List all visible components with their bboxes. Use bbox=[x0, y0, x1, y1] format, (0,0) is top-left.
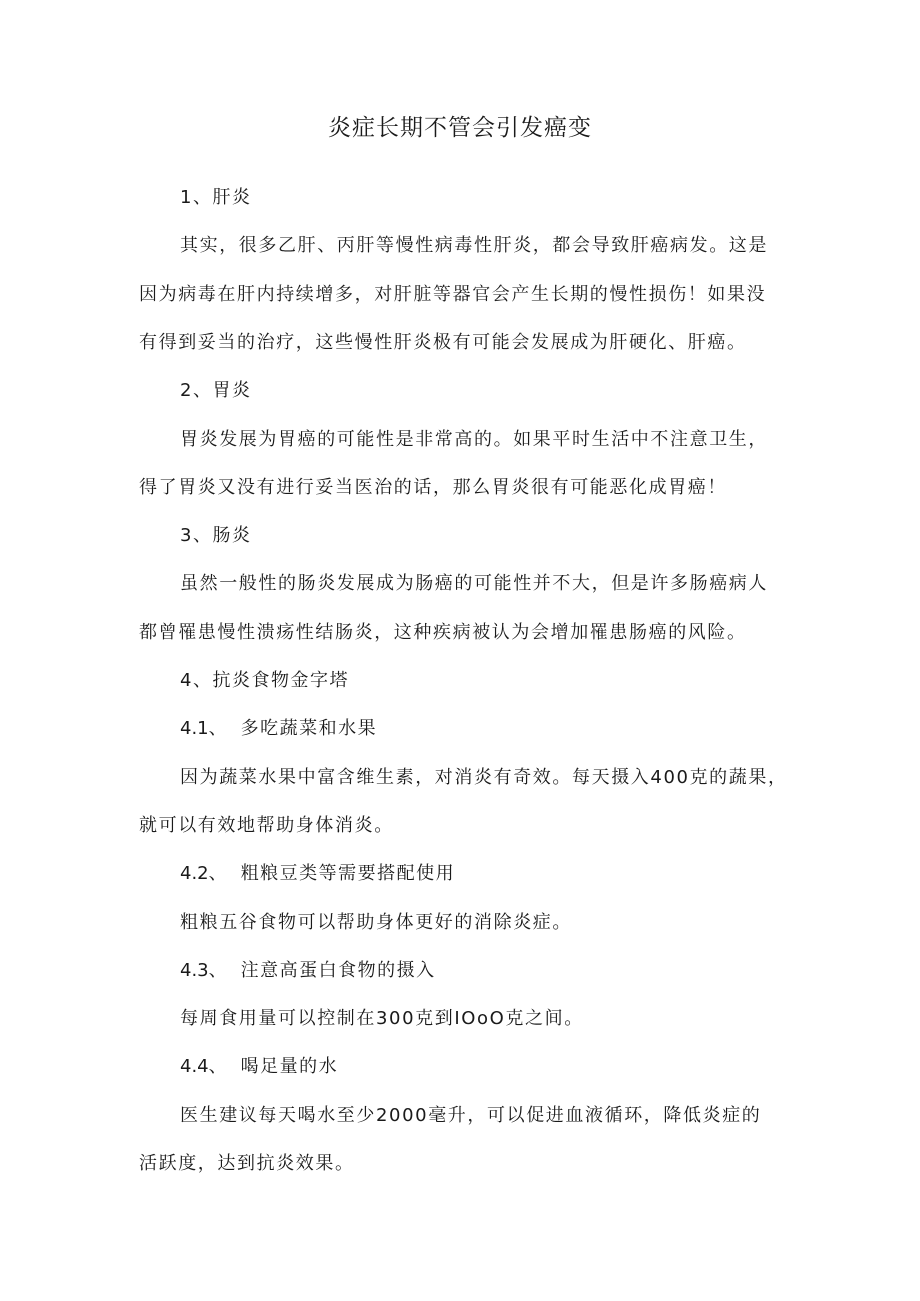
paragraph-line: 得了胃炎又没有进行妥当医治的话，那么胃炎很有可能恶化成胃癌！ bbox=[139, 477, 727, 498]
subsection-heading-vegetables bbox=[180, 716, 377, 742]
paragraph-line: 其实，很多乙肝、丙肝等慢性病毒性肝炎，都会导致肝癌病发。这是 bbox=[180, 235, 768, 256]
subsection-number: 4.4、 bbox=[180, 1056, 227, 1077]
paragraph-line: 医生建议每天喝水至少2000毫升，可以促进血液循环，降低炎症的 bbox=[180, 1105, 762, 1126]
subsection-number: 4.2、 bbox=[180, 863, 227, 884]
paragraph-line: 因为病毒在肝内持续增多，对肝脏等器官会产生长期的慢性损伤！如果没 bbox=[139, 284, 767, 305]
section-heading-intestine: 3、肠炎 bbox=[180, 525, 252, 546]
section-heading-food-pyramid: 4、抗炎食物金字塔 bbox=[180, 670, 349, 691]
subsection-number: 4.3、 bbox=[180, 960, 227, 981]
paragraph-line: 粗粮五谷食物可以帮助身体更好的消除炎症。 bbox=[180, 912, 572, 933]
subsection-label: 喝足量的水 bbox=[240, 1056, 339, 1077]
subsection-label: 粗粮豆类等需要搭配使用 bbox=[240, 863, 456, 884]
paragraph-line: 虽然一般性的肠炎发展成为肠癌的可能性并不大，但是许多肠癌病人 bbox=[180, 573, 768, 594]
paragraph-line: 胃炎发展为胃癌的可能性是非常高的。如果平时生活中不注意卫生， bbox=[180, 429, 768, 450]
paragraph-line: 有得到妥当的治疗，这些慢性肝炎极有可能会发展成为肝硬化、肝癌。 bbox=[139, 332, 747, 353]
paragraph-line: 活跃度，达到抗炎效果。 bbox=[139, 1153, 355, 1174]
document-title: 炎症长期不管会引发癌变 bbox=[328, 115, 592, 141]
paragraph-line: 因为蔬菜水果中富含维生素，对消炎有奇效。每天摄入400克的蔬果， bbox=[180, 767, 788, 788]
section-heading-stomach: 2、胃炎 bbox=[180, 380, 252, 401]
paragraph-line: 都曾罹患慢性溃疡性结肠炎，这种疾病被认为会增加罹患肠癌的风险。 bbox=[139, 622, 747, 643]
section-heading-liver: 1、肝炎 bbox=[180, 187, 252, 208]
subsection-heading-water bbox=[180, 1054, 338, 1080]
paragraph-line: 就可以有效地帮助身体消炎。 bbox=[139, 815, 394, 836]
subsection-number: 4.1、 bbox=[180, 718, 227, 739]
subsection-label: 多吃蔬菜和水果 bbox=[240, 718, 378, 739]
subsection-heading-grains bbox=[180, 861, 455, 887]
subsection-heading-protein bbox=[180, 958, 436, 984]
subsection-label: 注意高蛋白食物的摄入 bbox=[240, 960, 436, 981]
paragraph-line: 每周食用量可以控制在300克到IOoO克之间。 bbox=[180, 1008, 584, 1029]
